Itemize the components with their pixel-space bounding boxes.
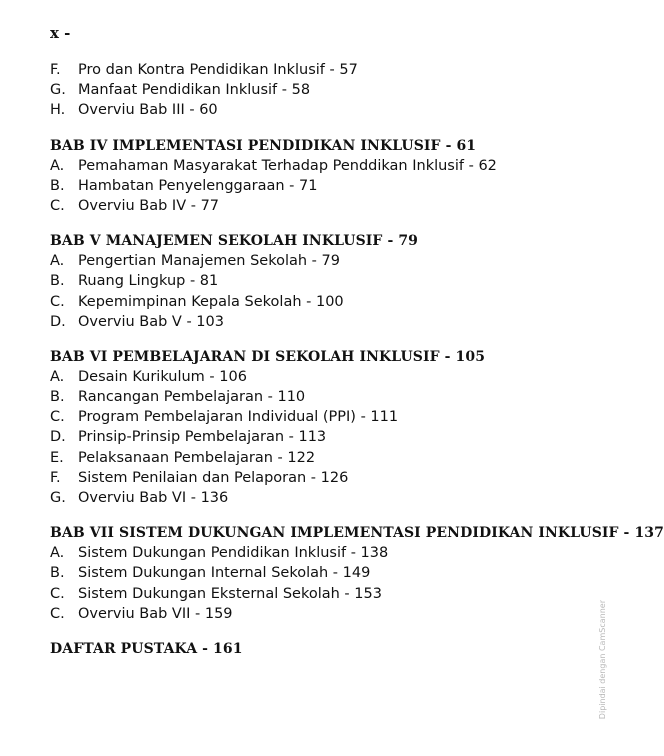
table-of-contents <box>50 60 664 659</box>
toc-entry <box>50 156 570 176</box>
entry-letter: B. <box>50 565 65 582</box>
entry-letter: A. <box>50 368 65 385</box>
toc-entry <box>50 488 570 508</box>
entry-letter: A. <box>50 545 65 562</box>
toc-entry <box>50 292 570 312</box>
scanner-watermark: Dipindai dengan CamScanner <box>598 600 607 720</box>
toc-entry <box>50 367 570 387</box>
entry-letter: C. <box>50 605 65 622</box>
entry-letter: B. <box>50 389 65 406</box>
entry-letter: E. <box>50 449 64 466</box>
toc-entry <box>50 427 570 447</box>
entry-letter: B. <box>50 273 65 290</box>
chapter-heading: BAB VI PEMBELAJARAN DI SEKOLAH INKLUSIF - 105 <box>50 348 486 365</box>
entry-title: Sistem Dukungan Eksternal Sekolah - 153 <box>78 585 382 602</box>
entry-title: Overviu Bab III - 60 <box>78 102 218 119</box>
chapter-heading: BAB IV IMPLEMENTASI PENDIDIKAN INKLUSIF - 61 <box>50 137 477 154</box>
entry-letter: D. <box>50 313 66 330</box>
entry-title: Program Pembelajaran Individual (PPI) - 111 <box>78 409 399 426</box>
entry-letter: F. <box>50 62 61 78</box>
sections-before <box>50 60 570 121</box>
entry-title: Hambatan Penyelenggaraan - 71 <box>78 177 318 194</box>
entry-letter: A. <box>50 253 65 270</box>
entry-title: Overviu Bab IV - 77 <box>78 197 220 214</box>
chapter-heading: BAB VII SISTEM DUKUNGAN IMPLEMENTASI PENDIDIKAN INKLUSIF - 137 <box>50 525 664 542</box>
entry-title: Prinsip-Prinsip Pembelajaran - 113 <box>78 429 327 446</box>
entry-title: Pro dan Kontra Pendidikan Inklusif - 57 <box>78 62 358 78</box>
entry-letter: C. <box>50 409 65 426</box>
entry-title: Ruang Lingkup - 81 <box>78 273 219 290</box>
toc-entry <box>50 196 570 216</box>
toc-entry <box>50 563 570 583</box>
entry-title: Manfaat Pendidikan Inklusif - 58 <box>78 82 311 99</box>
entry-letter: G. <box>50 490 66 506</box>
entry-title: Sistem Dukungan Internal Sekolah - 149 <box>78 565 371 582</box>
entry-title: Desain Kurikulum - 106 <box>78 368 247 385</box>
entry-title: Sistem Dukungan Pendidikan Inklusif - 138 <box>78 545 389 562</box>
toc-entry <box>50 387 570 407</box>
toc-entry <box>50 448 570 468</box>
entry-letter: C. <box>50 197 65 214</box>
entry-letter: A. <box>50 157 65 174</box>
entry-title: Pemahaman Masyarakat Terhadap Penddikan Inklusif - 62 <box>78 157 497 174</box>
entry-title: Overviu Bab VII - 159 <box>78 605 233 622</box>
page-number: x - <box>50 24 71 42</box>
entry-letter: C. <box>50 585 65 602</box>
entry-letter: G. <box>50 82 66 99</box>
entry-letter: D. <box>50 429 66 446</box>
toc-entry <box>50 251 570 271</box>
toc-entry <box>50 584 570 604</box>
toc-entry <box>50 100 570 120</box>
toc-entry <box>50 604 570 624</box>
bibliography-heading: DAFTAR PUSTAKA - 161 <box>50 640 243 657</box>
chapter-block <box>50 231 570 332</box>
entry-letter: B. <box>50 177 65 194</box>
chapter-block <box>50 347 570 508</box>
entry-title: Rancangan Pembelajaran - 110 <box>78 389 306 406</box>
entry-title: Pelaksanaan Pembelajaran - 122 <box>78 449 316 466</box>
chapter-block <box>50 136 570 217</box>
entry-title: Overviu Bab VI - 136 <box>78 490 229 506</box>
chapter-heading: BAB V MANAJEMEN SEKOLAH INKLUSIF - 79 <box>50 233 419 250</box>
toc-entry <box>50 312 570 332</box>
entry-title: Sistem Penilaian dan Pelaporan - 126 <box>78 469 349 486</box>
toc-entry <box>50 271 570 291</box>
toc-entry <box>50 60 570 80</box>
entry-title: Pengertian Manajemen Sekolah - 79 <box>78 253 340 270</box>
toc-entry <box>50 80 570 100</box>
chapter-block <box>50 523 664 624</box>
entry-letter: H. <box>50 102 66 119</box>
entry-letter: F. <box>50 469 61 486</box>
toc-entry <box>50 407 570 427</box>
entry-letter: C. <box>50 293 65 310</box>
toc-entry <box>50 543 570 563</box>
entry-title: Kepemimpinan Kepala Sekolah - 100 <box>78 293 344 310</box>
entry-title: Overviu Bab V - 103 <box>78 313 224 330</box>
toc-entry <box>50 176 570 196</box>
toc-entry <box>50 468 570 488</box>
